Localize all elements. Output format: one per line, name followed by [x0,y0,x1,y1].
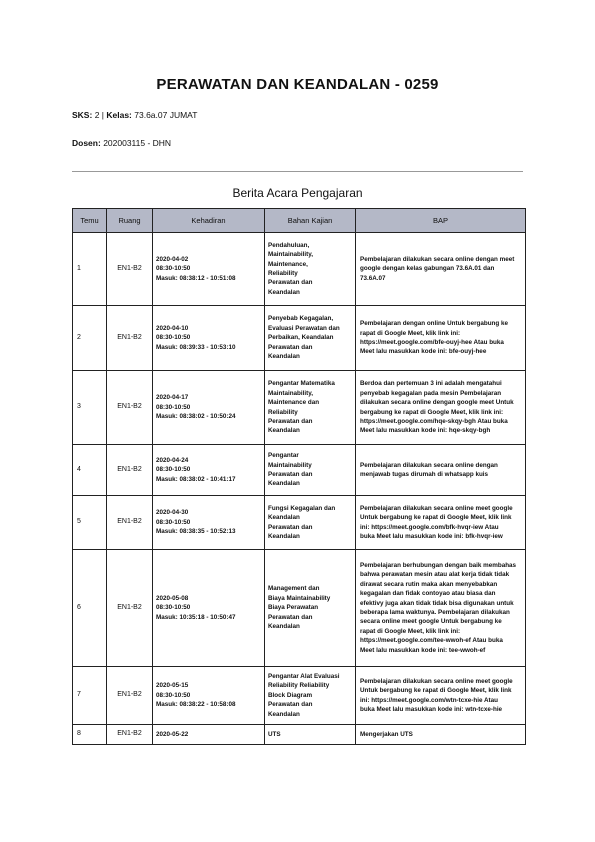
bap-line: dirawat secara rutin maka akan menyebabkan [360,580,498,588]
divider [72,171,523,172]
cell-bahan-kajian [265,667,356,725]
bap-line: Meet lalu masukkan kode ini: bfe-ouyj-hee [360,348,487,356]
bahan-line: Maintainability, [268,389,314,397]
bap-line: https://meet.google.com/bfe-ouyj-hee Atau buka [360,339,504,346]
bahan-line: Biaya Perawatan [268,604,319,612]
bap-line: 73.6A.07 [360,274,386,282]
bahan-line: Perawatan dan [268,471,313,478]
header-ruang: Ruang [107,209,153,233]
cell-bap [356,306,526,371]
cell-ruang: EN1-B2 [107,725,153,745]
bap-line: bergabung ke rapat di Google Meet, klik link ini: [360,408,504,416]
header-bahan-kajian: Bahan Kajian [265,209,356,233]
page-title: PERAWATAN DAN KEANDALAN - 0259 [156,76,439,93]
cell-kehadiran [153,667,265,725]
table-row [73,306,526,371]
kehadiran-line: Masuk: 08:38:02 - 10:41:17 [156,475,236,483]
bahan-line: UTS [268,730,281,738]
bahan-line: Maintenance, [268,260,308,268]
bahan-line: Reliability [268,270,298,277]
bap-line: buka Meet lalu masukkan kode ini: bfk-hvqr-iew [360,532,503,540]
cell-bap [356,371,526,445]
bap-line: beberapa lama waktunya. Pembelajaran dilakukan [360,609,510,616]
table-row [73,667,526,725]
bahan-line: Perawatan dan [268,701,313,709]
bahan-line: Pengantar Alat Evaluasi [268,672,340,680]
kehadiran-line: Masuk: 08:38:12 - 10:51:08 [156,274,236,282]
kehadiran-line: 08:30-10:50 [156,691,191,699]
table-row [73,233,526,306]
cell-bahan-kajian [265,496,356,550]
kelas-value: 73.6a.07 JUMAT [134,110,198,120]
cell-temu: 3 [73,371,107,445]
cell-ruang: EN1-B2 [107,233,153,306]
bahan-line: Fungsi Kegagalan dan [268,504,336,512]
bap-line: efektivy juga akan tidak tidak bisa digunakan untuk [360,599,514,607]
kehadiran-line: 08:30-10:50 [156,265,191,273]
bap-line: https://meet.google.com/hqe-skqy-bgh Atau buka [360,417,508,425]
cell-bap [356,496,526,550]
table-body [73,233,526,745]
header-temu: Temu [73,209,107,233]
bahan-line: Maintainability, [268,251,314,259]
dosen-value: 202003115 - DHN [103,138,172,148]
cell-temu: 8 [73,725,107,745]
cell-kehadiran [153,371,265,445]
table-header-row [73,209,526,233]
cell-bap [356,550,526,667]
bap-line: Untuk bergabung ke rapat di Google Meet, klik link [360,687,512,695]
kelas-label: Kelas: [106,110,132,120]
bap-line: menjawab tugas dirumah di whatsapp kuis [360,471,489,478]
cell-bahan-kajian [265,550,356,667]
bahan-line: Keandalan [268,532,300,540]
bahan-line: Pendahuluan, [268,241,310,249]
table-row [73,725,526,745]
kehadiran-line: Masuk: 10:35:18 - 10:50:47 [156,613,236,621]
kehadiran-line: 2020-05-15 [156,682,189,690]
cell-bap [356,667,526,725]
kehadiran-line: 2020-04-10 [156,324,189,332]
kehadiran-line: 2020-04-24 [156,456,189,464]
bahan-line: Keandalan [268,288,300,296]
kehadiran-line: 08:30-10:50 [156,604,191,612]
cell-temu: 2 [73,306,107,371]
bap-line: Pembelajaran dilakukan secara online dengan [360,461,498,469]
bahan-line: Pengantar Matematika [268,380,335,388]
bap-line: Mengerjakan UTS [360,730,413,738]
cell-kehadiran [153,496,265,550]
cell-kehadiran [153,445,265,496]
bap-line: Untuk bergabung ke rapat di Google Meet, klik link [360,514,512,522]
bahan-line: Keandalan [268,514,300,522]
bap-line: bahwa perawatan mesin atau alat kerja tidak tidak [360,571,510,579]
bap-line: Meet lalu masukkan kode ini: hqe-skqy-bgh [360,427,491,435]
cell-temu: 7 [73,667,107,725]
cell-ruang: EN1-B2 [107,445,153,496]
bap-line: https://meet.google.com/tee-wwoh-ef Atau buka [360,637,503,645]
bahan-line: Maintainability [268,461,312,469]
bahan-line: Penyebab Kegagalan, [268,315,334,323]
cell-kehadiran [153,725,265,745]
kehadiran-line: Masuk: 08:38:02 - 10:50:24 [156,413,236,421]
cell-bahan-kajian [265,233,356,306]
header-bap: BAP [356,209,526,233]
bahan-line: Perawatan dan [268,279,313,287]
kehadiran-line: 08:30-10:50 [156,466,191,474]
dosen-label: Dosen: [72,138,101,148]
cell-bahan-kajian [265,725,356,745]
cell-temu: 6 [73,550,107,667]
cell-bap [356,445,526,496]
bahan-line: Block Diagram [268,691,313,699]
bap-line: secara online meet google Untuk bergabung ke [360,618,502,626]
bap-line: rapat di Google Meet, klik link ini: [360,627,461,635]
cell-ruang: EN1-B2 [107,550,153,667]
bahan-line: Perawatan dan [268,417,313,425]
bahan-line: Perbaikan, Keandalan [268,334,334,342]
bahan-line: Keandalan [268,353,300,361]
kehadiran-line: 08:30-10:50 [156,334,191,342]
cell-kehadiran [153,233,265,306]
table-row [73,371,526,445]
bap-line: kegagalan dan fidak contoyao atau biasa dan [360,590,496,598]
cell-bahan-kajian [265,371,356,445]
bap-line: Meet lalu masukkan kode ini: tee-wwoh-ef [360,646,486,654]
cell-kehadiran [153,550,265,667]
course-info [72,110,197,120]
bahan-line: Perawatan dan [268,613,313,621]
bap-line: Pembelajaran dilakukan secara online meet google [360,677,513,685]
bahan-line: Reliability Reliability [268,682,330,690]
table-row [73,445,526,496]
bahan-line: Pengantar [268,452,299,460]
bap-line: dilakukan secara online dengan google meet Untuk [360,399,514,407]
bap-line: buka Meet lalu masukkan kode ini: wtn-tcxe-hie [360,705,503,713]
cell-bap [356,233,526,306]
bahan-line: Perawatan dan [268,523,313,531]
bap-line: Pembelajaran dilakukan secara online dengan meet [360,255,515,263]
cell-bahan-kajian [265,306,356,371]
bahan-line: Evaluasi Perawatan dan [268,324,340,332]
bahan-line: Perawatan dan [268,343,313,351]
kehadiran-line: 08:30-10:50 [156,403,191,411]
bahan-line: Reliability [268,408,298,416]
bahan-line: Biaya Maintainability [268,594,331,602]
kehadiran-line: 2020-05-22 [156,730,189,738]
cell-kehadiran [153,306,265,371]
bap-line: Berdoa dan pertemuan 3 ini adalah mengatahui [360,380,502,388]
sks-label: SKS: [72,110,93,120]
kehadiran-line: 08:30-10:50 [156,518,191,526]
cell-ruang: EN1-B2 [107,306,153,371]
table-row [73,496,526,550]
bap-line: ini: https://meet.google.com/wtn-tcxe-hie Atau [360,696,498,704]
kehadiran-line: Masuk: 08:38:22 - 10:58:08 [156,701,236,709]
cell-temu: 5 [73,496,107,550]
kehadiran-line: Masuk: 08:38:35 - 10:52:13 [156,528,236,536]
kehadiran-line: 2020-05-08 [156,594,189,602]
bahan-line: Keandalan [268,480,300,488]
cell-ruang: EN1-B2 [107,496,153,550]
table-row [73,550,526,667]
kehadiran-line: 2020-04-02 [156,255,189,263]
cell-bap [356,725,526,745]
bahan-line: Keandalan [268,710,300,718]
bap-line: Pembelajaran dilakukan secara online meet google [360,504,513,512]
bap-line: ini: https://meet.google.com/bfk-hvqr-iew Atau [360,523,499,531]
bahan-line: Maintenance dan [268,399,320,407]
cell-ruang: EN1-B2 [107,667,153,725]
header-kehadiran: Kehadiran [153,209,265,233]
bap-line: penyebab kegagalan pada mesin Pembelajaran [360,389,502,397]
bahan-line: Keandalan [268,427,300,435]
lecturer-info [72,138,171,148]
kehadiran-line: 2020-04-30 [156,509,189,517]
kehadiran-line: Masuk: 08:39:33 - 10:53:10 [156,343,236,351]
bahan-line: Keandalan [268,623,300,631]
teaching-report-table [72,208,526,745]
bap-line: rapat di Google Meet, klik link ini: [360,329,461,337]
section-title: Berita Acara Pengajaran [232,186,363,200]
bap-line: Pembelajaran dengan online Untuk bergabung ke [360,320,509,328]
cell-ruang: EN1-B2 [107,371,153,445]
bahan-line: Management dan [268,585,320,593]
bap-line: google dengan kelas gabungan 73.6A.01 dan [360,265,495,273]
bap-line: Pembelajaran berhubungan dengan baik membahas [360,561,517,569]
cell-bahan-kajian [265,445,356,496]
sks-value: 2 | [94,110,107,120]
cell-temu: 1 [73,233,107,306]
kehadiran-line: 2020-04-17 [156,394,189,402]
cell-temu: 4 [73,445,107,496]
